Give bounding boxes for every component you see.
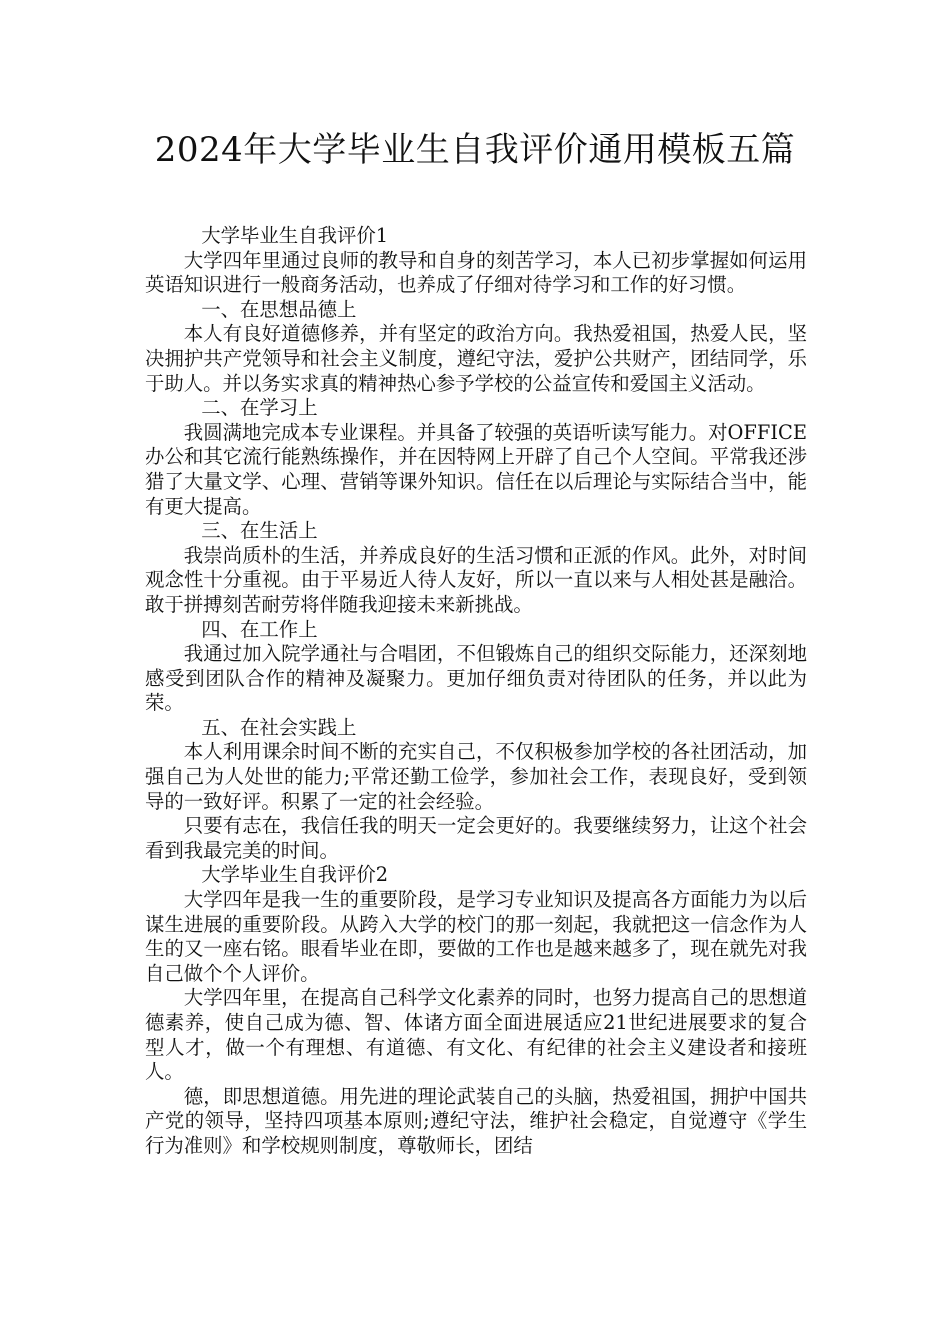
body-paragraph: 大学四年是我一生的重要阶段，是学习专业知识及提高各方面能力为以后谋生进展的重要阶段。从跨入大学的校门的那一刻起，我就把这一信念作为人生的又一座右铭。眼看毕业在即，要做的工作也是越来越多了，现在就先对我自己做个个人评价。 [145, 888, 807, 985]
body-paragraph: 德，即思想道德。用先进的理论武装自己的头脑，热爱祖国，拥护中国共产党的领导，坚持四项基本原则;遵纪守法，维护社会稳定，自觉遵守《学生行为准则》和学校规则制度，尊敬师长，团结 [145, 1084, 807, 1157]
body-paragraph: 只要有志在，我信任我的明天一定会更好的。我要继续努力，让这个社会看到我最完美的时间。 [145, 814, 807, 862]
section-heading: 一、在思想品德上 [201, 297, 357, 321]
body-paragraph: 我通过加入院学通社与合唱团，不但锻炼自己的组织交际能力，还深刻地感受到团队合作的精神及凝聚力。更加仔细负责对待团队的任务，并以此为荣。 [145, 642, 807, 715]
section-heading: 二、在学习上 [201, 396, 318, 420]
document-title: 2024年大学毕业生自我评价通用模板五篇 [154, 130, 796, 170]
section-heading: 三、在生活上 [201, 519, 318, 543]
body-paragraph: 我圆满地完成本专业课程。并具备了较强的英语听读写能力。对OFFICE办公和其它流行能熟练操作，并在因特网上开辟了自己个人空间。平常我还涉猎了大量文学、心理、营销等课外知识。信任在以后理论与实际结合当中，能有更大提高。 [145, 420, 807, 518]
section-heading: 大学毕业生自我评价1 [201, 224, 389, 247]
body-paragraph: 我崇尚质朴的生活，并养成良好的生活习惯和正派的作风。此外，对时间观念性十分重视。由于平易近人待人友好，所以一直以来与人相处甚是融洽。敢于拼搏刻苦耐劳将伴随我迎接未来新挑战。 [145, 543, 807, 616]
document-body [145, 224, 807, 1159]
section-heading: 五、在社会实践上 [201, 715, 357, 739]
section-heading: 大学毕业生自我评价2 [201, 863, 389, 887]
body-paragraph: 本人利用课余时间不断的充实自己，不仅积极参加学校的各社团活动，加强自己为人处世的能力;平常还勤工俭学，参加社会工作，表现良好，受到领导的一致好评。积累了一定的社会经验。 [145, 740, 807, 813]
body-paragraph: 本人有良好道德修养，并有坚定的政治方向。我热爱祖国，热爱人民，坚决拥护共产党领导和社会主义制度，遵纪守法，爱护公共财产，团结同学，乐于助人。并以务实求真的精神热心参予学校的公益宣传和爱国主义活动。 [145, 322, 807, 395]
body-paragraph: 大学四年里，在提高自己科学文化素养的同时，也努力提高自己的思想道德素养，使自己成为德、智、体诸方面全面进展适应21世纪进展要求的复合型人才，做一个有理想、有道德、有文化、有纪律的社会主义建设者和接班人。 [145, 986, 807, 1084]
body-paragraph: 大学四年里通过良师的教导和自身的刻苦学习，本人已初步掌握如何运用英语知识进行一般商务活动，也养成了仔细对待学习和工作的好习惯。 [145, 248, 807, 297]
section-heading: 四、在工作上 [201, 617, 318, 641]
